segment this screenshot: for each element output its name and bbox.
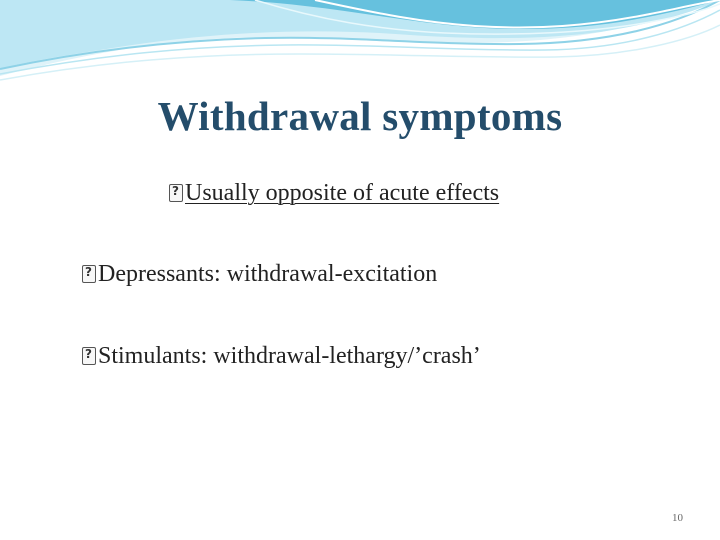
bullet-text: Stimulants: withdrawal-lethargy/’crash’ [98, 343, 481, 369]
bullet-stimulants [82, 343, 481, 370]
missing-glyph-icon [82, 347, 96, 365]
header-wave-decoration [0, 0, 720, 90]
subtitle-text: Usually opposite of acute effects [185, 180, 500, 206]
missing-glyph-icon [169, 184, 183, 202]
page-number: 10 [672, 512, 683, 524]
subtitle-line [169, 180, 499, 207]
slide-title: Withdrawal symptoms [157, 93, 563, 139]
bullet-depressants [82, 261, 437, 288]
bullet-text: Depressants: withdrawal-excitation [98, 261, 438, 287]
missing-glyph-icon [82, 265, 96, 283]
